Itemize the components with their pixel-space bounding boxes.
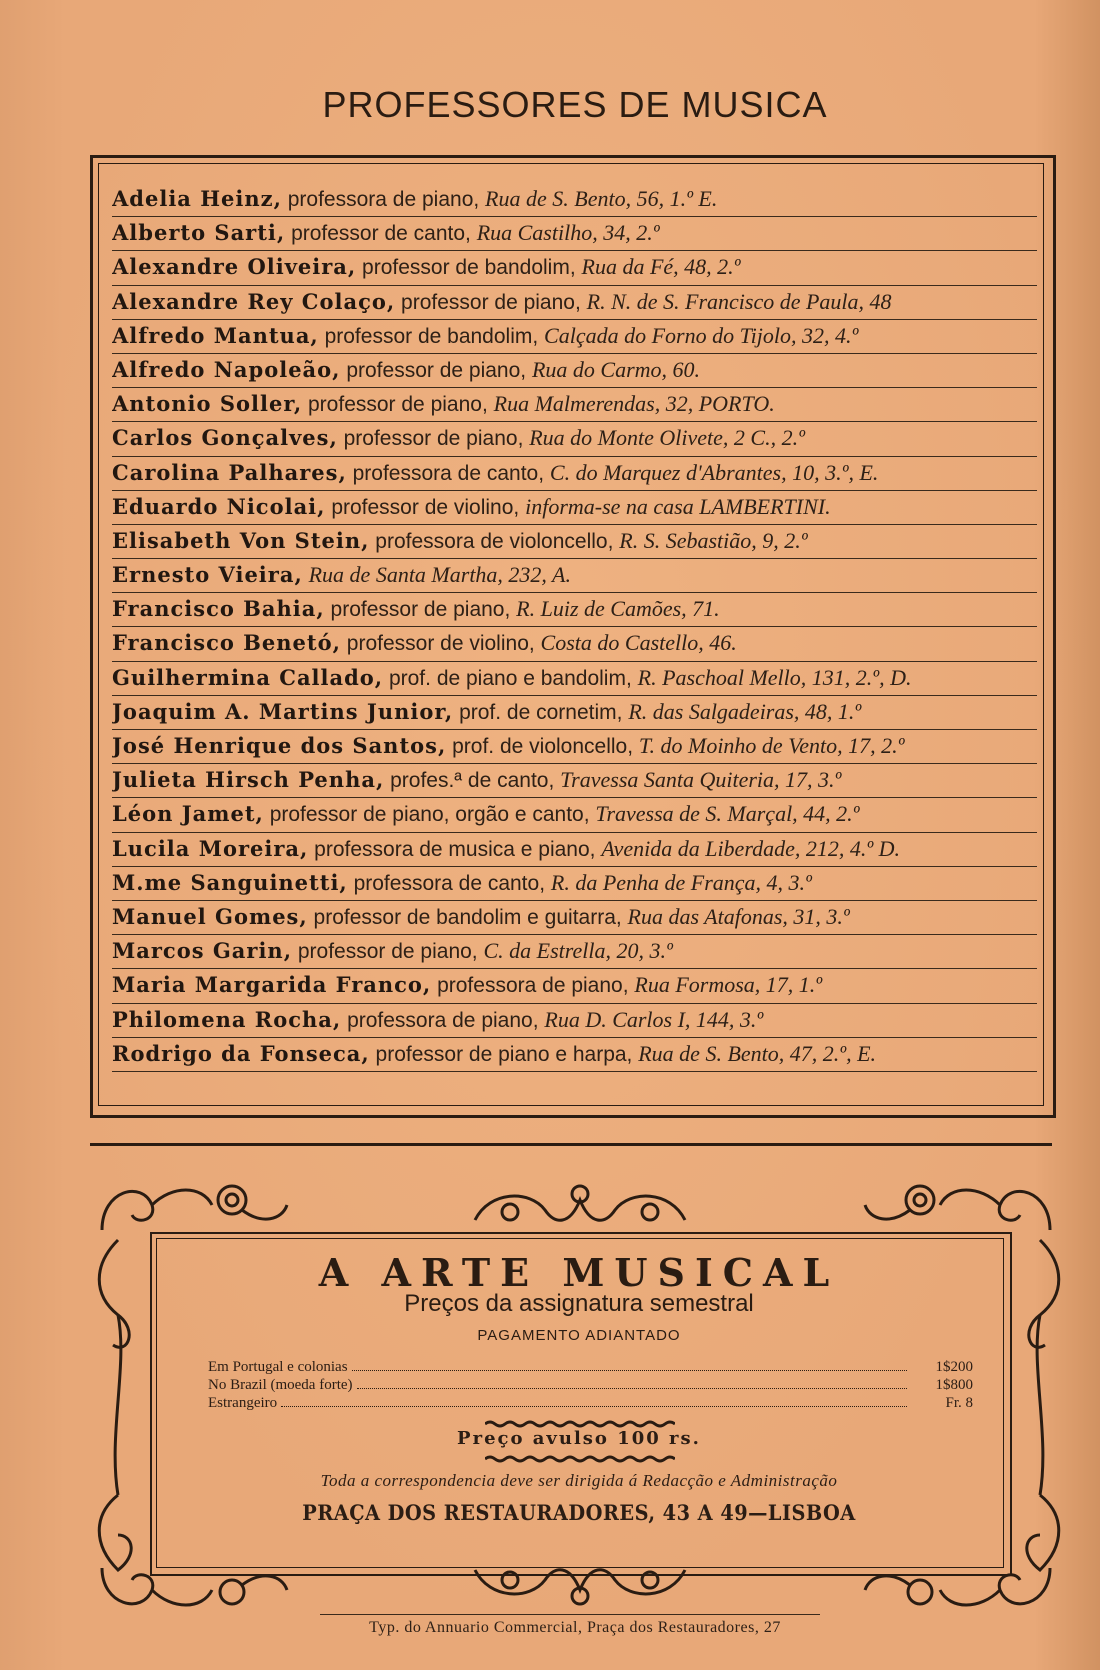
teacher-role: prof. de violoncello, [446, 735, 639, 758]
list-item [112, 901, 1037, 935]
list-item [112, 422, 1037, 456]
teacher-address: Travessa Santa Quiteria, 17, 3.º [560, 767, 842, 793]
price-value: Fr. 8 [945, 1395, 973, 1411]
teacher-name: Joaquim A. Martins Junior, [112, 698, 454, 724]
price-row [208, 1358, 973, 1376]
advert-title: A ARTE MUSICAL [318, 1250, 840, 1295]
list-item [112, 491, 1037, 525]
publisher-address: PRAÇA DOS RESTAURADORES, 43 A 49—LISBOA [302, 1500, 856, 1525]
teacher-name: Francisco Bahia, [112, 596, 325, 622]
teacher-address: R. Luiz de Camões, 71. [516, 596, 720, 622]
teacher-role: professora de piano, [431, 974, 635, 998]
teacher-role: professor de piano, [292, 940, 484, 964]
wave-divider-bottom-icon [485, 1455, 675, 1463]
teacher-address: Rua de S. Bento, 56, 1.º E. [485, 186, 718, 211]
teacher-address: Travessa de S. Marçal, 44, 2.º [595, 801, 860, 827]
list-item [112, 388, 1037, 422]
teacher-role: professor de canto, [285, 222, 477, 246]
teacher-role: professor de bandolim, [356, 256, 582, 280]
correspondence-note: Toda a correspondencia deve ser dirigida á Redacção e Administração [320, 1471, 838, 1490]
teacher-name: Carlos Gonçalves, [112, 425, 338, 451]
footer-rule [320, 1614, 820, 1615]
teacher-role: professora de piano, [341, 1008, 545, 1032]
ornament-right-side-icon [1010, 1235, 1070, 1575]
teacher-name: Julieta Hirsch Penha, [112, 767, 385, 793]
teacher-address: Rua da Fé, 48, 2.º [581, 254, 741, 280]
teacher-address: Rua das Atafonas, 31, 3.º [627, 903, 850, 929]
teacher-name: Rodrigo da Fonseca, [112, 1040, 370, 1066]
teacher-name: Alfredo Napoleão, [112, 356, 341, 382]
teacher-role: professora de musica e piano, [308, 837, 602, 861]
teacher-role: professor de piano, orgão e canto, [263, 803, 596, 827]
teacher-role: professor de piano, [324, 598, 517, 622]
list-item [112, 696, 1037, 730]
teacher-name: Alexandre Rey Colaço, [112, 288, 396, 314]
teacher-role: professor de violino, [325, 495, 526, 519]
teacher-address: informa-se na casa LAMBERTINI. [525, 493, 831, 519]
teacher-role: professora de canto, [346, 461, 550, 485]
teacher-address: Costa do Castello, 46. [540, 630, 737, 656]
teacher-address: Rua do Monte Olivete, 2 C., 2.º [529, 425, 805, 451]
teacher-address: Calçada do Forno do Tijolo, 32, 4.º [544, 322, 859, 348]
list-item [112, 286, 1037, 320]
list-item [112, 320, 1037, 354]
teacher-name: Manuel Gomes, [112, 903, 308, 929]
page-title: PROFESSORES DE MUSICA [322, 84, 828, 125]
teacher-role: professora de piano, [281, 188, 486, 211]
teacher-name: Guilhermina Callado, [112, 664, 384, 690]
teacher-name: Alexandre Oliveira, [112, 254, 357, 280]
list-item [112, 525, 1037, 559]
teacher-address: T. do Moinho de Vento, 17, 2.º [638, 733, 905, 758]
ornament-top-left-icon [92, 1170, 292, 1240]
price-row [208, 1394, 973, 1412]
teacher-name: Philomena Rocha, [112, 1006, 342, 1032]
section-divider [90, 1143, 1052, 1146]
teacher-role: professor de piano e harpa, [369, 1042, 639, 1066]
list-item [112, 764, 1037, 798]
teacher-role: professor de piano, [340, 358, 532, 382]
list-item [112, 662, 1037, 696]
dot-leader [281, 1406, 907, 1407]
teacher-address: R. Paschoal Mello, 131, 2.º, D. [637, 664, 912, 690]
list-item [112, 833, 1037, 867]
price-value: 1$800 [935, 1377, 973, 1393]
ornament-left-side-icon [88, 1235, 148, 1575]
teacher-role: professor de piano, [395, 290, 587, 314]
list-item [112, 457, 1037, 491]
dot-leader [352, 1370, 907, 1371]
list-item [112, 969, 1037, 1003]
list-item [112, 798, 1037, 832]
teacher-address: Rua Malmerendas, 32, PORTO. [493, 391, 775, 417]
ornament-top-right-icon [860, 1170, 1060, 1240]
price-row [208, 1376, 973, 1394]
single-issue-price: Preço avulso 100 rs. [457, 1428, 701, 1449]
list-item [112, 935, 1037, 969]
teacher-name: Léon Jamet, [112, 801, 264, 827]
list-item [112, 217, 1037, 251]
teacher-name: José Henrique dos Santos, [112, 733, 447, 758]
list-item [112, 867, 1037, 901]
teacher-address: R. das Salgadeiras, 48, 1.º [628, 698, 862, 724]
teacher-name: Adelia Heinz, [112, 186, 282, 211]
teacher-role: professor de piano, [337, 427, 530, 451]
price-label: Estrangeiro [208, 1395, 278, 1411]
teacher-address: R. da Penha de França, 4, 3.º [550, 869, 812, 895]
payment-note: PAGAMENTO ADIANTADO [477, 1327, 681, 1344]
teacher-address: Rua Formosa, 17, 1.º [634, 972, 823, 998]
teacher-name: M.me Sanguinetti, [112, 869, 348, 895]
teacher-address: Rua de Santa Martha, 232, A. [308, 562, 571, 588]
list-item [112, 1038, 1037, 1072]
price-list [208, 1358, 973, 1412]
ornament-top-center-icon [470, 1180, 690, 1232]
teacher-address: Rua de S. Bento, 47, 2.º, E. [638, 1040, 877, 1066]
teacher-name: Ernesto Vieira, [112, 562, 303, 588]
teacher-name: Alberto Sarti, [112, 220, 286, 246]
teacher-address: C. da Estrella, 20, 3.º [483, 938, 673, 964]
list-item [112, 559, 1037, 593]
teacher-address: Avenida da Liberdade, 212, 4.º D. [601, 835, 901, 861]
teacher-name: Carolina Palhares, [112, 459, 347, 485]
teacher-name: Eduardo Nicolai, [112, 493, 326, 519]
list-item [112, 354, 1037, 388]
list-item [112, 183, 1037, 217]
dot-leader [357, 1388, 907, 1389]
teacher-address: Rua Castilho, 34, 2.º [476, 220, 660, 246]
teacher-name: Francisco Benetó, [112, 630, 341, 656]
teacher-role: professor de bandolim, [318, 324, 545, 348]
teacher-address: C. do Marquez d'Abrantes, 10, 3.º, E. [549, 459, 879, 485]
teacher-address: Rua D. Carlos I, 144, 3.º [544, 1006, 764, 1032]
price-label: Em Portugal e colonias [208, 1359, 348, 1375]
price-value: 1$200 [935, 1359, 973, 1375]
teacher-role: professor de piano, [302, 393, 494, 417]
wave-divider-top-icon [485, 1420, 675, 1428]
teacher-role: profes.ª de canto, [384, 769, 561, 793]
teacher-role: professora de canto, [347, 871, 551, 895]
teacher-name: Maria Margarida Franco, [112, 972, 432, 998]
teacher-role: prof. de cornetim, [453, 700, 629, 724]
teacher-address: R. N. de S. Francisco de Paula, 48 [586, 288, 892, 314]
printer-imprint: Typ. do Annuario Commercial, Praça dos Restauradores, 27 [369, 1619, 781, 1636]
teacher-role: professor de violino, [340, 632, 541, 656]
teacher-role: professor de bandolim e guitarra, [307, 905, 628, 929]
teacher-name: Alfredo Mantua, [112, 322, 319, 348]
advert-subtitle: Preços da assignatura semestral [404, 1290, 754, 1317]
teacher-name: Elisabeth Von Stein, [112, 527, 370, 553]
list-item [112, 593, 1037, 627]
price-label: No Brazil (moeda forte) [208, 1377, 353, 1393]
teacher-role: professora de violoncello, [369, 529, 620, 553]
list-item [112, 1004, 1037, 1038]
teacher-name: Marcos Garin, [112, 938, 293, 964]
teacher-name: Antonio Soller, [112, 391, 303, 417]
teacher-list [112, 183, 1037, 1072]
teacher-address: Rua do Carmo, 60. [531, 356, 701, 382]
list-item [112, 251, 1037, 285]
teacher-name: Lucila Moreira, [112, 835, 309, 861]
teacher-address: R. S. Sebastião, 9, 2.º [619, 527, 808, 553]
list-item [112, 730, 1037, 764]
teacher-role: prof. de piano e bandolim, [383, 666, 638, 690]
list-item [112, 627, 1037, 661]
